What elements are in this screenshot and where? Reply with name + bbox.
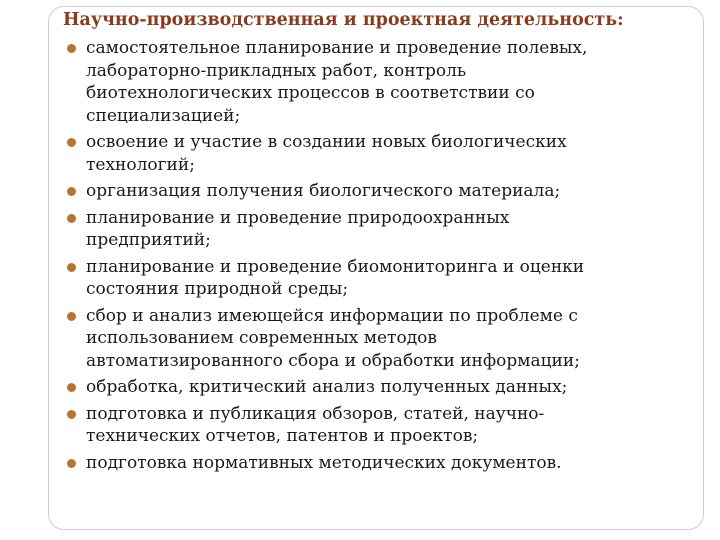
item-line: технологий; <box>86 154 195 175</box>
list-item <box>64 452 694 475</box>
item-line: использованием современных методов <box>86 328 437 348</box>
list-item <box>64 131 694 176</box>
item-line: технических отчетов, патентов и проектов; <box>86 426 479 446</box>
item-line: самостоятельное планирование и проведение полевых, <box>86 38 588 58</box>
item-line: состояния природной среды; <box>86 279 349 299</box>
item-line: подготовка нормативных методических документов. <box>86 452 562 473</box>
list-item <box>64 376 694 399</box>
bullet-icon <box>67 214 76 223</box>
list-item <box>64 37 694 127</box>
bullet-icon <box>67 138 76 147</box>
bullet-icon <box>67 312 76 321</box>
bullet-list <box>64 37 694 478</box>
item-line: биотехнологических процессов в соответствии со <box>86 83 535 103</box>
bullet-icon <box>67 44 76 53</box>
item-line: специализацией; <box>86 105 241 126</box>
bullet-icon <box>67 459 76 468</box>
list-item <box>64 403 694 448</box>
item-line: предприятий; <box>86 230 211 250</box>
item-line: планирование и проведение биомониторинга и оценки <box>86 256 585 277</box>
item-line: автоматизированного сбора и обработки информации; <box>86 350 580 371</box>
item-line: сбор и анализ имеющейся информации по проблеме с <box>86 305 578 326</box>
list-item <box>64 180 694 203</box>
list-item <box>64 207 694 252</box>
bullet-icon <box>67 187 76 196</box>
item-line: подготовка и публикация обзоров, статей, научно- <box>86 403 545 424</box>
bullet-icon <box>67 263 76 272</box>
item-line: организация получения биологического материала; <box>86 181 561 201</box>
slide-heading: Научно-производственная и проектная деятельность: <box>63 10 624 30</box>
item-line: планирование и проведение природоохранных <box>86 207 510 228</box>
list-item <box>64 256 694 301</box>
item-line: обработка, критический анализ полученных данных; <box>86 377 568 397</box>
bullet-icon <box>67 410 76 419</box>
list-item <box>64 305 694 373</box>
bullet-icon <box>67 383 76 392</box>
item-line: освоение и участие в создании новых биологических <box>86 132 567 152</box>
item-line: лабораторно-прикладных работ, контроль <box>86 60 467 81</box>
